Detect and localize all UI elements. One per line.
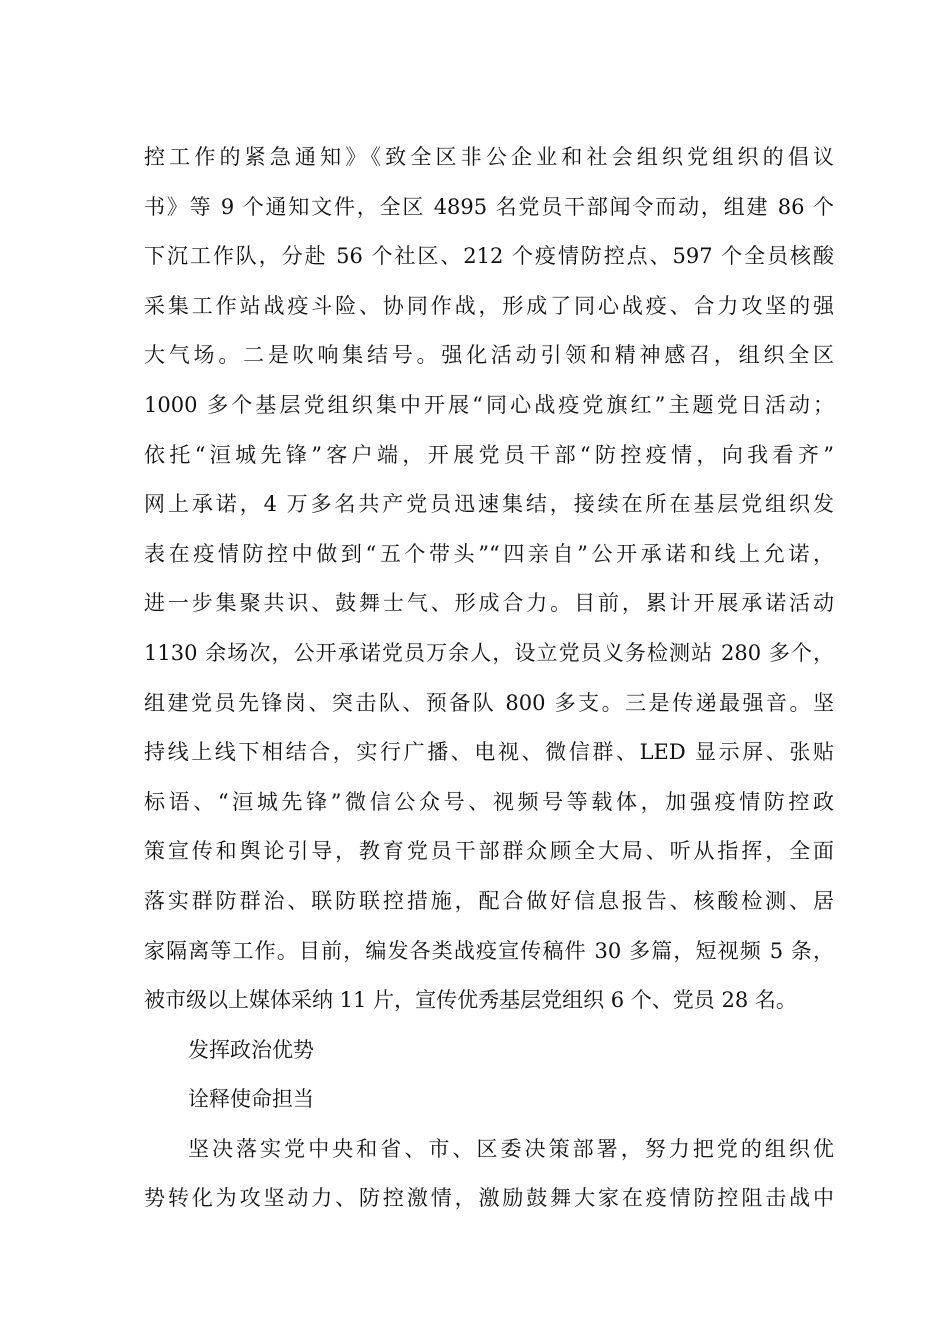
document-body: [144, 133, 834, 1224]
text-line: 采集工作站战疫斗险、协同作战，形成了同心战疫、合力攻坚的强: [144, 293, 834, 318]
text-line: 势转化为攻坚动力、防控激情，激励鼓舞大家在疫情防控阻击战中: [144, 1186, 834, 1211]
text-line: 组建党员先锋岗、突击队、预备队 800 多支。三是传递最强音。坚: [144, 690, 834, 715]
text-line: 落实群防群治、联防联控措施，配合做好信息报告、核酸检测、居: [144, 888, 834, 913]
text-line: 家隔离等工作。目前，编发各类战疫宣传稿件 30 多篇，短视频 5 条，: [144, 938, 834, 963]
text-line: 坚决落实党中央和省、市、区委决策部署，努力把党的组织优: [188, 1136, 834, 1161]
text-line: 大气场。二是吹响集结号。强化活动引领和精神感召，组织全区: [144, 343, 834, 368]
text-line: 持线上线下相结合，实行广播、电视、微信群、LED 显示屏、张贴: [144, 740, 834, 765]
text-line: 依托“洹城先锋”客户端，开展党员干部“防控疫情，向我看齐”: [144, 442, 834, 467]
text-line: 1000 多个基层党组织集中开展“同心战疫党旗红”主题党日活动；: [144, 392, 834, 417]
text-line: 标语、“洹城先锋”微信公众号、视频号等载体，加强疫情防控政: [144, 789, 834, 814]
text-line: 被市级以上媒体采纳 11 片，宣传优秀基层党组织 6 个、党员 28 名。: [144, 988, 797, 1013]
section-heading: 发挥政治优势: [188, 1037, 314, 1062]
text-line: 策宣传和舆论引导，教育党员干部群众顾全大局、听从指挥，全面: [144, 839, 834, 864]
text-line: 表在疫情防控中做到“五个带头”“四亲自”公开承诺和线上允诺，: [144, 541, 834, 566]
text-line: 网上承诺，4 万多名共产党员迅速集结，接续在所在基层党组织发: [144, 492, 834, 517]
section-heading: 诠释使命担当: [188, 1087, 314, 1112]
text-line: 进一步集聚共识、鼓舞士气、形成合力。目前，累计开展承诺活动: [144, 591, 834, 616]
text-line: 书》等 9 个通知文件，全区 4895 名党员干部闻令而动，组建 86 个: [144, 194, 834, 219]
text-line: 控工作的紧急通知》《致全区非公企业和社会组织党组织的倡议: [144, 145, 834, 169]
text-line: 1130 余场次，公开承诺党员万余人，设立党员义务检测站 280 多个，: [144, 640, 834, 665]
text-line: 下沉工作队，分赴 56 个社区、212 个疫情防控点、597 个全员核酸: [144, 244, 834, 269]
